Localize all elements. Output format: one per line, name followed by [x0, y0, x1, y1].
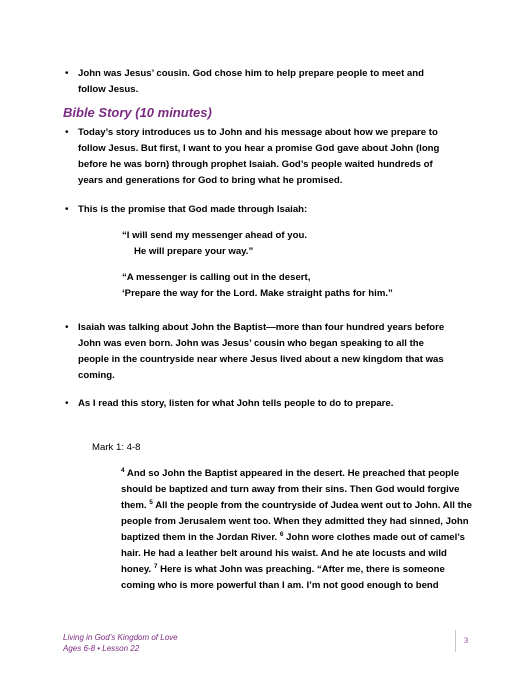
scripture-passage	[121, 466, 476, 594]
bullet-isaiah	[65, 320, 478, 384]
bullet-promise	[65, 202, 478, 218]
scripture-reference: Mark 1: 4-8	[92, 442, 141, 453]
verse-number: 6	[279, 530, 284, 538]
bullet-line: As I read this story, listen for what John tells people to do to prepare.	[78, 398, 394, 409]
bullet-line: This is the promise that God made through Isaiah:	[78, 204, 308, 215]
verse-text: John wore clothes made out of camel’s hair. He had a leather belt around his waist. And he ate locusts and wild honey.	[121, 532, 465, 575]
bullet-story-intro	[65, 125, 478, 189]
bullet-dot: •	[65, 322, 69, 333]
quote-line: ‘Prepare the way for the Lord. Make straight paths for him.”	[122, 288, 393, 299]
verse-text: And so John the Baptist appeared in the desert. He preached that people should be baptized and turn away from their sins. Then God would forgive them.	[121, 468, 460, 511]
footer-title: Living in God’s Kingdom of Love	[63, 633, 178, 642]
page-number: 3	[464, 636, 468, 645]
bullet-line: follow Jesus. But first, I want to you hear a promise God gave about John (long	[78, 143, 440, 154]
quote-line: “A messenger is calling out in the desert,	[122, 272, 311, 283]
bullet-line: John was even born. John was Jesus’ cousin who began speaking to all the	[78, 338, 424, 349]
footer-divider	[455, 630, 456, 652]
bullet-line: follow Jesus.	[78, 84, 139, 95]
bullet-dot: •	[65, 398, 69, 409]
bullet-line: people in the countryside near where Jesus lived about a new kingdom that was	[78, 354, 444, 365]
bullet-line: before he was born) through prophet Isaiah. God’s people waited hundreds of	[78, 159, 433, 170]
verse-number: 4	[121, 466, 125, 474]
quote-messenger	[122, 228, 307, 260]
bullet-listen	[65, 396, 478, 412]
quote-line: He will prepare your way.”	[134, 246, 254, 257]
bullet-line: coming.	[78, 370, 115, 381]
section-title: Bible Story (10 minutes)	[63, 105, 212, 120]
verse-number: 5	[149, 498, 153, 506]
bullet-line: Today’s story introduces us to John and his message about how we prepare to	[78, 127, 438, 138]
bullet-line: years and generations for God to bring what he promised.	[78, 175, 343, 186]
bullet-dot: •	[65, 68, 69, 79]
bullet-line: Isaiah was talking about John the Baptist—more than four hundred years before	[78, 322, 445, 333]
quote-desert	[122, 270, 393, 302]
verse-text: Here is what John was preaching. “After me, there is someone coming who is more powerful than I am. I’m not good enough to bend	[121, 564, 445, 591]
footer-lesson-info	[63, 632, 178, 654]
verse-number: 7	[153, 562, 158, 570]
bullet-john-cousin	[65, 66, 478, 98]
bullet-dot: •	[65, 204, 69, 215]
verse-text: All the people from the countryside of Judea went out to John. All the people from Jerusalem went too. When they admitted they had sinned, John baptized them in the Jordan River.	[121, 500, 472, 543]
footer-subtitle: Ages 6-8 • Lesson 22	[63, 644, 140, 653]
bullet-line: John was Jesus’ cousin. God chose him to help prepare people to meet and	[78, 68, 424, 79]
bullet-dot: •	[65, 127, 69, 138]
quote-line: “I will send my messenger ahead of you.	[122, 230, 308, 241]
